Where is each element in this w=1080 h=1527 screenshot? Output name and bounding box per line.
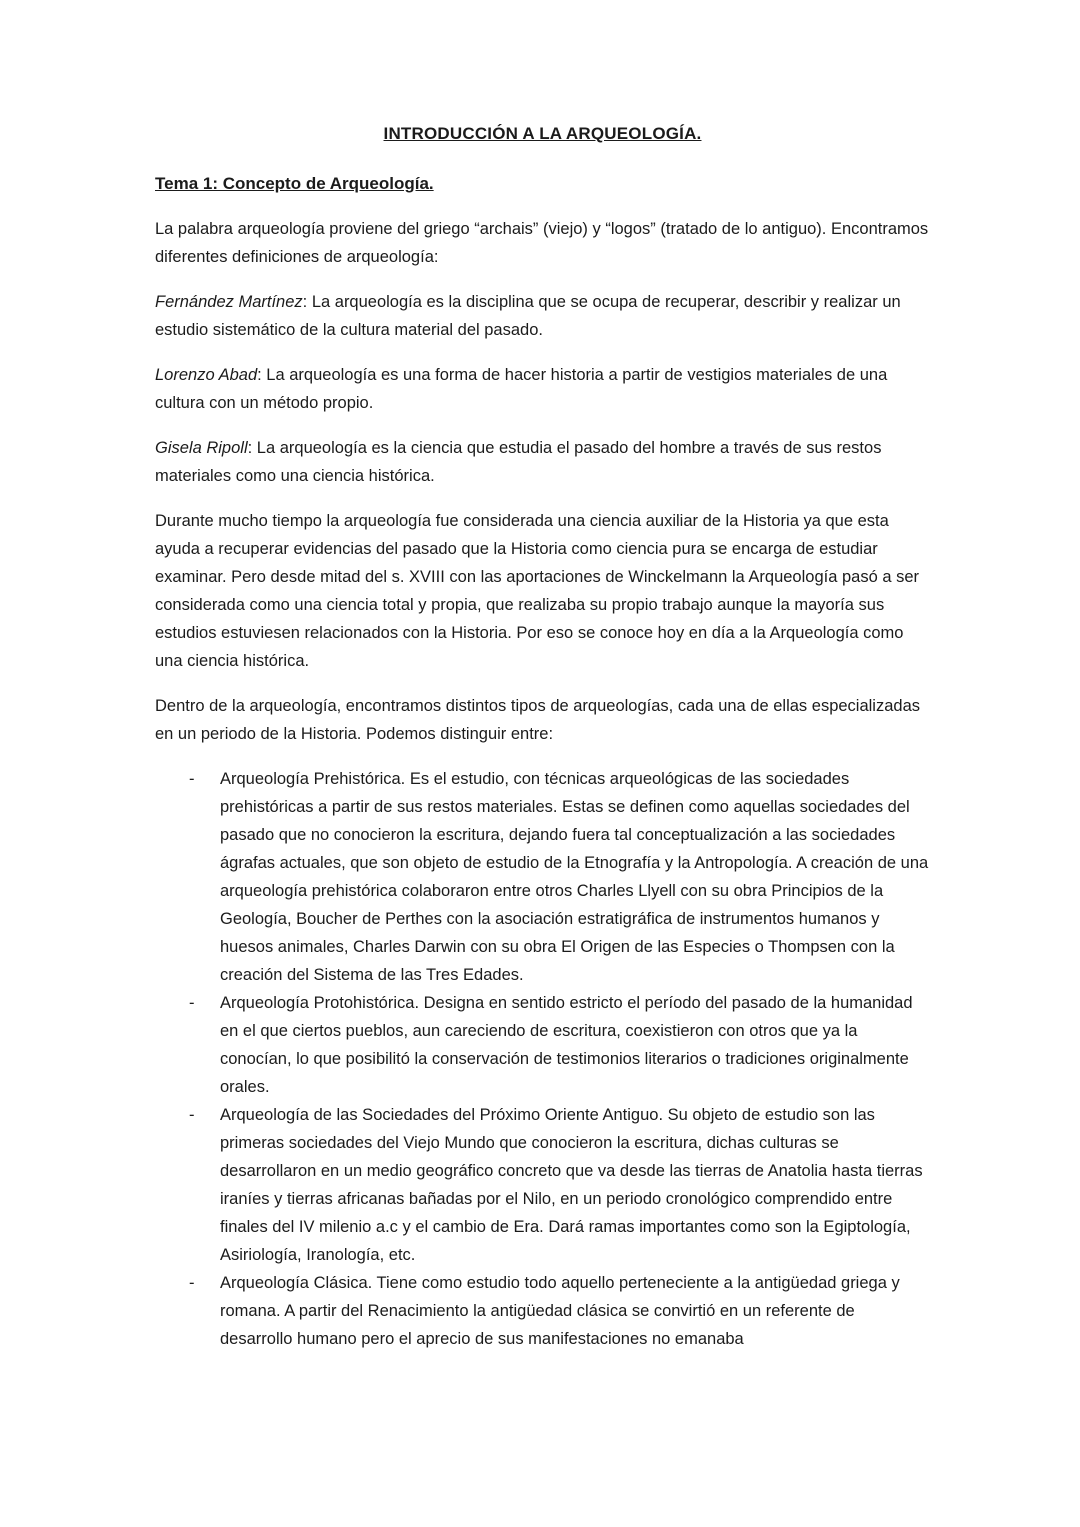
list-item-prehistorica xyxy=(155,765,930,989)
archaeology-types-list xyxy=(155,765,930,1353)
list-item-clasica xyxy=(155,1269,930,1353)
definition-author: Fernández Martínez xyxy=(155,293,303,311)
definition-author: Gisela Ripoll xyxy=(155,439,248,457)
document-title: INTRODUCCIÓN A LA ARQUEOLOGÍA. xyxy=(383,124,702,143)
definition-text: : La arqueología es la disciplina que se ocupa de recuperar, describir y realizar un estudio sistemático de la cultura material del pasado. xyxy=(155,293,901,339)
definition-text: : La arqueología es una forma de hacer historia a partir de vestigios materiales de una cultura con un método propio. xyxy=(155,366,888,412)
list-dash-marker: - xyxy=(189,1274,195,1292)
definition-lorenzo-abad xyxy=(155,361,930,417)
list-item-text: Arqueología de las Sociedades del Próximo Oriente Antiguo. Su objeto de estudio son las primeras sociedades del Viejo Mundo que conocieron la escritura, dichas culturas se desarrollaron en un medio geográfico concreto que va desde las tierras de Anatolia hasta tierras iraníes y tierras africanas bañadas por el Nilo, en un periodo cronológico comprendido entre finales del IV milenio a.c y el cambio de Era. Dará ramas importantes como son la Egiptología, Asiriología, Iranología, etc. xyxy=(220,1106,923,1264)
list-item-protohistorica xyxy=(155,989,930,1101)
list-item-text: Arqueología Clásica. Tiene como estudio todo aquello perteneciente a la antigüedad griega y romana. A partir del Renacimiento la antigüedad clásica se convirtió en un referente de desarrollo humano pero el aprecio de sus manifestaciones no emanaba xyxy=(220,1274,900,1348)
paragraph-types-intro: Dentro de la arqueología, encontramos distintos tipos de arqueologías, cada una de ellas especializadas en un periodo de la Historia. Podemos distinguir entre: xyxy=(155,697,920,743)
definition-text: : La arqueología es la ciencia que estudia el pasado del hombre a través de sus restos materiales como una ciencia histórica. xyxy=(155,439,882,485)
definition-fernandez-martinez xyxy=(155,288,930,344)
paragraph-history: Durante mucho tiempo la arqueología fue considerada una ciencia auxiliar de la Historia ya que esta ayuda a recuperar evidencias del pasado que la Historia como ciencia pura se encarga de estudiar examinar. Pero desde mitad del s. XVIII con las aportaciones de Winckelmann la Arqueología pasó a ser considerada como una ciencia total y propia, que realizaba su propio trabajo aunque la mayoría sus estudios estuviesen relacionados con la Historia. Por eso se conoce hoy en día a la Arqueología como una ciencia histórica. xyxy=(155,512,920,670)
list-dash-marker: - xyxy=(189,770,195,788)
list-item-text: Arqueología Prehistórica. Es el estudio, con técnicas arqueológicas de las sociedades prehistóricas a partir de sus restos materiales. Estas se definen como aquellas sociedades del pasado que no conocieron la escritura, dejando fuera tal conceptualización a las sociedades ágrafas actuales, que son objeto de estudio de la Etnografía y la Antropología. A creación de una arqueología prehistórica colaboraron entre otros Charles Llyell con su obra Principios de la Geología, Boucher de Perthes con la asociación estratigráfica de instrumentos humanos y huesos animales, Charles Darwin con su obra El Origen de las Especies o Thompsen con la creación del Sistema de las Tres Edades. xyxy=(220,770,929,984)
list-dash-marker: - xyxy=(189,1106,195,1124)
list-dash-marker: - xyxy=(189,994,195,1012)
list-item-text: Arqueología Protohistórica. Designa en sentido estricto el período del pasado de la humanidad en el que ciertos pueblos, aun careciendo de escritura, coexistieron con otros que ya la conocían, lo que posibilitó la conservación de testimonios literarios o tradiciones originalmente orales. xyxy=(220,994,913,1096)
list-item-proximo-oriente xyxy=(155,1101,930,1269)
paragraph-intro: La palabra arqueología proviene del griego “archais” (viejo) y “logos” (tratado de lo antiguo). Encontramos diferentes definiciones de arqueología: xyxy=(155,220,929,266)
section-heading: Tema 1: Concepto de Arqueología. xyxy=(155,174,434,193)
definition-author: Lorenzo Abad xyxy=(155,366,258,384)
definition-gisela-ripoll xyxy=(155,434,930,490)
